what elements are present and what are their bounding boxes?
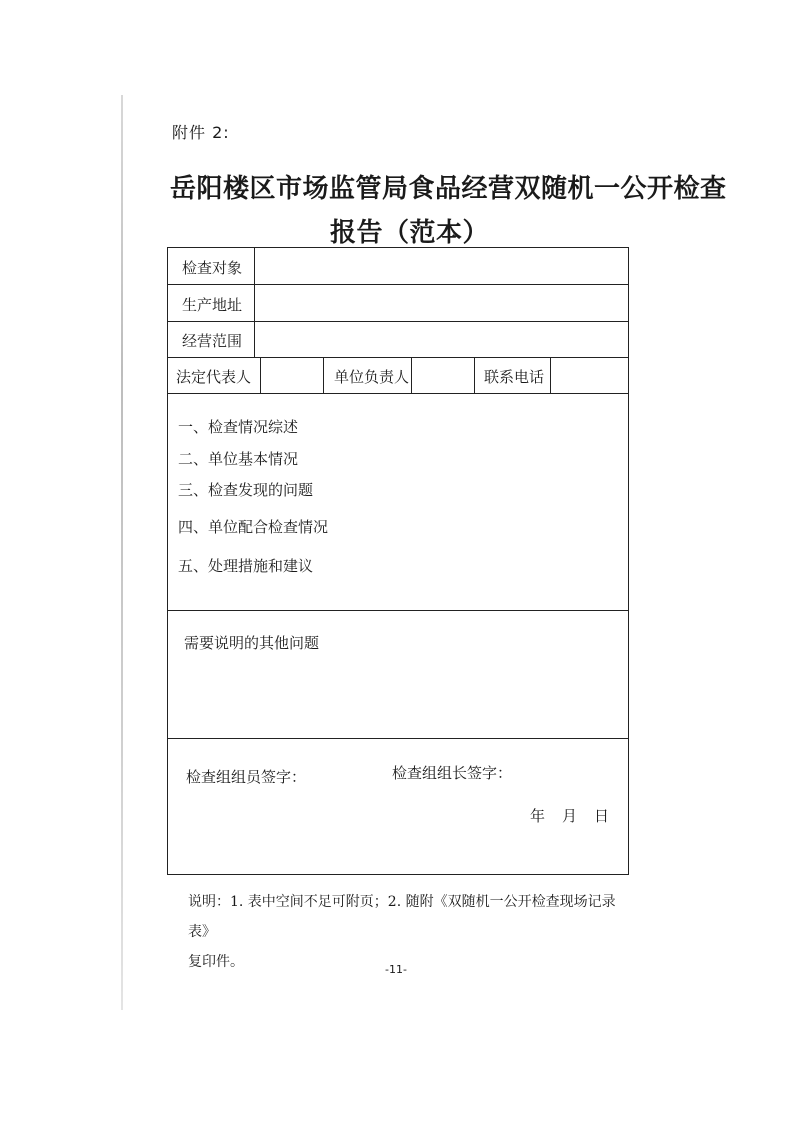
column-divider xyxy=(260,357,261,393)
date-year: 年 xyxy=(530,807,546,825)
leader-signature-label: 检查组组长签字： xyxy=(392,764,513,782)
column-divider xyxy=(411,357,412,393)
inspection-report-form xyxy=(167,247,629,875)
column-divider xyxy=(474,357,475,393)
row-divider xyxy=(168,738,628,739)
section-3: 三、检查发现的问题 xyxy=(178,481,314,499)
unit-responsible-person-label: 单位负责人 xyxy=(334,368,410,386)
attachment-label: 附件 2: xyxy=(172,123,230,142)
inspection-target-label: 检查对象 xyxy=(182,259,243,277)
column-divider xyxy=(254,248,255,357)
section-4: 四、单位配合检查情况 xyxy=(178,518,329,536)
row-divider xyxy=(168,284,628,285)
scan-edge-shadow xyxy=(121,95,123,1010)
footnote-line1: 说明：1. 表中空间不足可附页；2. 随附《双随机一公开检查现场记录表》 xyxy=(188,894,616,940)
column-divider xyxy=(550,357,551,393)
contact-phone-label: 联系电话 xyxy=(484,368,545,386)
legal-representative-label: 法定代表人 xyxy=(176,368,252,386)
row-divider xyxy=(168,393,628,394)
section-1: 一、检查情况综述 xyxy=(178,418,299,436)
member-signature-label: 检查组组员签字： xyxy=(186,768,307,786)
row-divider xyxy=(168,357,628,358)
section-2: 二、单位基本情况 xyxy=(178,450,299,468)
date-month: 月 xyxy=(562,807,578,825)
section-5: 五、处理措施和建议 xyxy=(178,557,314,575)
footnote-line2: 复印件。 xyxy=(188,954,244,970)
row-divider xyxy=(168,321,628,322)
report-title-line1: 岳阳楼区市场监管局食品经营双随机一公开检查 xyxy=(170,174,727,204)
column-divider xyxy=(323,357,324,393)
business-scope-label: 经营范围 xyxy=(182,332,243,350)
page-number: -11- xyxy=(385,963,407,976)
report-title-line2: 报告（范本） xyxy=(330,218,490,248)
date-day: 日 xyxy=(594,807,610,825)
row-divider xyxy=(168,610,628,611)
other-issues-label: 需要说明的其他问题 xyxy=(184,634,320,652)
production-address-label: 生产地址 xyxy=(182,296,243,314)
